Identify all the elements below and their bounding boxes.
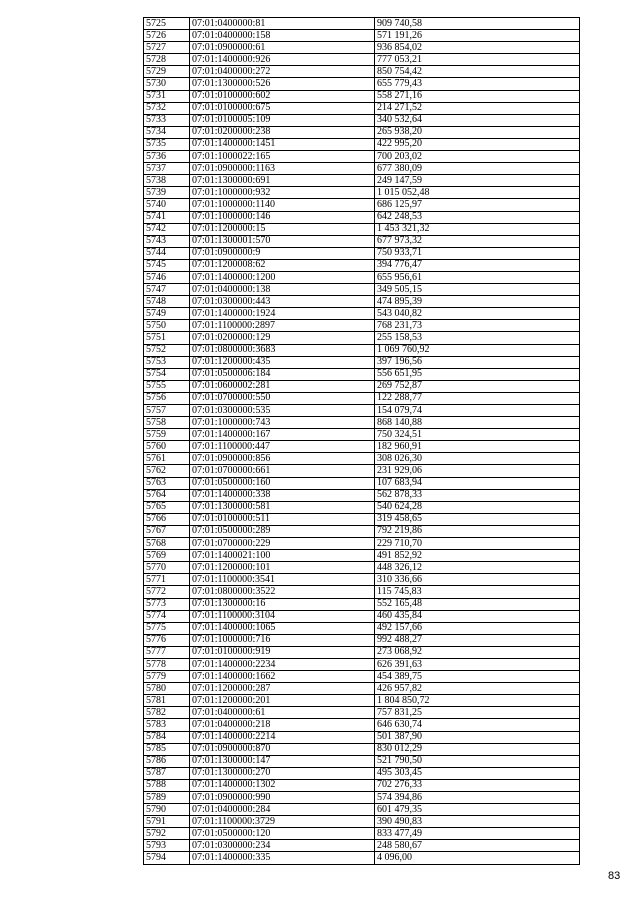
cadastral-value-cell: 107 683,94 xyxy=(375,477,580,489)
row-number-cell: 5776 xyxy=(144,634,190,646)
table-row xyxy=(144,18,580,30)
cadastral-value-cell: 154 079,74 xyxy=(375,405,580,417)
table-row xyxy=(144,586,580,598)
row-number-cell: 5768 xyxy=(144,538,190,550)
cadastral-value-cell: 426 957,82 xyxy=(375,683,580,695)
row-number-cell: 5765 xyxy=(144,501,190,513)
cadastral-value-cell: 574 394,86 xyxy=(375,792,580,804)
cadastral-value-cell: 492 157,66 xyxy=(375,622,580,634)
row-number-cell: 5777 xyxy=(144,646,190,658)
cadastral-number-cell: 07:01:0900000:856 xyxy=(190,453,375,465)
cadastral-value-cell: 248 580,67 xyxy=(375,840,580,852)
row-number-cell: 5785 xyxy=(144,743,190,755)
table-row xyxy=(144,804,580,816)
table-row xyxy=(144,743,580,755)
table-row xyxy=(144,284,580,296)
cadastral-number-cell: 07:01:1300000:16 xyxy=(190,598,375,610)
table-row xyxy=(144,126,580,138)
cadastral-value-cell: 757 831,25 xyxy=(375,707,580,719)
cadastral-value-cell: 992 488,27 xyxy=(375,634,580,646)
row-number-cell: 5748 xyxy=(144,296,190,308)
row-number-cell: 5766 xyxy=(144,513,190,525)
cadastral-number-cell: 07:01:0400000:218 xyxy=(190,719,375,731)
cadastral-number-cell: 07:01:1300000:270 xyxy=(190,767,375,779)
table-row xyxy=(144,779,580,791)
cadastral-value-cell: 269 752,87 xyxy=(375,380,580,392)
table-row xyxy=(144,634,580,646)
row-number-cell: 5728 xyxy=(144,54,190,66)
cadastral-number-cell: 07:01:0400000:284 xyxy=(190,804,375,816)
cadastral-number-cell: 07:01:1200000:287 xyxy=(190,683,375,695)
cadastral-value-cell: 626 391,63 xyxy=(375,658,580,670)
cadastral-number-cell: 07:01:0900000:9 xyxy=(190,247,375,259)
cadastral-number-cell: 07:01:1000000:743 xyxy=(190,417,375,429)
cadastral-value-cell: 501 387,90 xyxy=(375,731,580,743)
cadastral-value-cell: 909 740,58 xyxy=(375,18,580,30)
cadastral-value-cell: 122 288,77 xyxy=(375,392,580,404)
cadastral-number-cell: 07:01:1400000:1451 xyxy=(190,138,375,150)
cadastral-value-cell: 556 651,95 xyxy=(375,368,580,380)
table-row xyxy=(144,151,580,163)
cadastral-value-cell: 642 248,53 xyxy=(375,211,580,223)
cadastral-number-cell: 07:01:1400000:2214 xyxy=(190,731,375,743)
cadastral-number-cell: 07:01:0500000:120 xyxy=(190,828,375,840)
cadastral-value-cell: 677 380,09 xyxy=(375,163,580,175)
cadastral-value-cell: 448 326,12 xyxy=(375,562,580,574)
row-number-cell: 5757 xyxy=(144,405,190,417)
row-number-cell: 5784 xyxy=(144,731,190,743)
cadastral-value-cell: 1 804 850,72 xyxy=(375,695,580,707)
table-row xyxy=(144,199,580,211)
table-row xyxy=(144,175,580,187)
cadastral-number-cell: 07:01:0300000:443 xyxy=(190,296,375,308)
cadastral-value-cell: 474 895,39 xyxy=(375,296,580,308)
cadastral-number-cell: 07:01:1200008:62 xyxy=(190,259,375,271)
row-number-cell: 5779 xyxy=(144,671,190,683)
cadastral-value-cell: 308 026,30 xyxy=(375,453,580,465)
cadastral-number-cell: 07:01:1300000:147 xyxy=(190,755,375,767)
cadastral-number-cell: 07:01:1400000:2234 xyxy=(190,658,375,670)
cadastral-value-cell: 491 852,92 xyxy=(375,550,580,562)
cadastral-number-cell: 07:01:0200000:129 xyxy=(190,332,375,344)
row-number-cell: 5787 xyxy=(144,767,190,779)
row-number-cell: 5771 xyxy=(144,574,190,586)
cadastral-number-cell: 07:01:0100000:675 xyxy=(190,102,375,114)
table-row xyxy=(144,767,580,779)
table-row xyxy=(144,235,580,247)
cadastral-value-cell: 340 532,64 xyxy=(375,114,580,126)
table-row xyxy=(144,610,580,622)
table-row xyxy=(144,259,580,271)
cadastral-value-cell: 249 147,59 xyxy=(375,175,580,187)
table-row xyxy=(144,489,580,501)
cadastral-value-cell: 273 068,92 xyxy=(375,646,580,658)
row-number-cell: 5747 xyxy=(144,284,190,296)
table-row xyxy=(144,211,580,223)
cadastral-value-cell: 115 745,83 xyxy=(375,586,580,598)
table-row xyxy=(144,550,580,562)
table-row xyxy=(144,429,580,441)
row-number-cell: 5731 xyxy=(144,90,190,102)
table-row xyxy=(144,187,580,199)
cadastral-value-cell: 543 040,82 xyxy=(375,308,580,320)
cadastral-value-cell: 310 336,66 xyxy=(375,574,580,586)
page-number: 83 xyxy=(608,870,621,882)
cadastral-number-cell: 07:01:1400000:926 xyxy=(190,54,375,66)
table-row xyxy=(144,114,580,126)
cadastral-number-cell: 07:01:0900000:990 xyxy=(190,792,375,804)
cadastral-number-cell: 07:01:1200000:435 xyxy=(190,356,375,368)
table-row xyxy=(144,719,580,731)
cadastral-number-cell: 07:01:1400000:1924 xyxy=(190,308,375,320)
row-number-cell: 5773 xyxy=(144,598,190,610)
cadastral-number-cell: 07:01:0200000:238 xyxy=(190,126,375,138)
cadastral-number-cell: 07:01:0100000:919 xyxy=(190,646,375,658)
cadastral-value-cell: 214 271,52 xyxy=(375,102,580,114)
table-row xyxy=(144,695,580,707)
cadastral-number-cell: 07:01:0400000:81 xyxy=(190,18,375,30)
cadastral-number-cell: 07:01:1000000:1140 xyxy=(190,199,375,211)
table-row xyxy=(144,453,580,465)
table-row xyxy=(144,163,580,175)
row-number-cell: 5746 xyxy=(144,271,190,283)
row-number-cell: 5727 xyxy=(144,42,190,54)
table-row xyxy=(144,513,580,525)
cadastral-number-cell: 07:01:0800000:3522 xyxy=(190,586,375,598)
row-number-cell: 5793 xyxy=(144,840,190,852)
row-number-cell: 5725 xyxy=(144,18,190,30)
cadastral-value-table xyxy=(143,17,580,865)
table-row xyxy=(144,368,580,380)
table-row xyxy=(144,78,580,90)
cadastral-value-cell: 1 453 321,32 xyxy=(375,223,580,235)
row-number-cell: 5734 xyxy=(144,126,190,138)
cadastral-number-cell: 07:01:0700000:661 xyxy=(190,465,375,477)
cadastral-number-cell: 07:01:0400000:158 xyxy=(190,30,375,42)
cadastral-number-cell: 07:01:1400000:1662 xyxy=(190,671,375,683)
table-row xyxy=(144,344,580,356)
row-number-cell: 5751 xyxy=(144,332,190,344)
cadastral-number-cell: 07:01:0400000:272 xyxy=(190,66,375,78)
table-row xyxy=(144,405,580,417)
table-row xyxy=(144,816,580,828)
table-row xyxy=(144,392,580,404)
row-number-cell: 5729 xyxy=(144,66,190,78)
table-row xyxy=(144,30,580,42)
table-row xyxy=(144,598,580,610)
cadastral-value-cell: 601 479,35 xyxy=(375,804,580,816)
row-number-cell: 5790 xyxy=(144,804,190,816)
cadastral-value-cell: 521 790,50 xyxy=(375,755,580,767)
cadastral-value-cell: 750 324,51 xyxy=(375,429,580,441)
table-row xyxy=(144,477,580,489)
cadastral-number-cell: 07:01:1300001:570 xyxy=(190,235,375,247)
table-row xyxy=(144,66,580,78)
cadastral-number-cell: 07:01:0900000:1163 xyxy=(190,163,375,175)
table-row xyxy=(144,731,580,743)
cadastral-number-cell: 07:01:0500000:160 xyxy=(190,477,375,489)
cadastral-value-cell: 562 878,33 xyxy=(375,489,580,501)
cadastral-value-cell: 454 389,75 xyxy=(375,671,580,683)
cadastral-value-cell: 349 505,15 xyxy=(375,284,580,296)
table-row xyxy=(144,574,580,586)
cadastral-value-cell: 1 069 760,92 xyxy=(375,344,580,356)
table-row xyxy=(144,90,580,102)
cadastral-number-cell: 07:01:1200000:101 xyxy=(190,562,375,574)
row-number-cell: 5772 xyxy=(144,586,190,598)
row-number-cell: 5788 xyxy=(144,779,190,791)
table-row xyxy=(144,683,580,695)
cadastral-number-cell: 07:01:0400000:138 xyxy=(190,284,375,296)
cadastral-value-cell: 750 933,71 xyxy=(375,247,580,259)
table-row xyxy=(144,138,580,150)
row-number-cell: 5780 xyxy=(144,683,190,695)
cadastral-number-cell: 07:01:1300000:691 xyxy=(190,175,375,187)
table-row xyxy=(144,646,580,658)
table-row xyxy=(144,356,580,368)
row-number-cell: 5735 xyxy=(144,138,190,150)
cadastral-number-cell: 07:01:1200000:201 xyxy=(190,695,375,707)
cadastral-value-cell: 558 271,16 xyxy=(375,90,580,102)
cadastral-value-cell: 182 960,91 xyxy=(375,441,580,453)
row-number-cell: 5730 xyxy=(144,78,190,90)
row-number-cell: 5763 xyxy=(144,477,190,489)
row-number-cell: 5742 xyxy=(144,223,190,235)
table-row xyxy=(144,755,580,767)
table-row xyxy=(144,223,580,235)
row-number-cell: 5762 xyxy=(144,465,190,477)
row-number-cell: 5754 xyxy=(144,368,190,380)
row-number-cell: 5782 xyxy=(144,707,190,719)
row-number-cell: 5740 xyxy=(144,199,190,211)
cadastral-value-cell: 830 012,29 xyxy=(375,743,580,755)
table-row xyxy=(144,828,580,840)
row-number-cell: 5761 xyxy=(144,453,190,465)
row-number-cell: 5745 xyxy=(144,259,190,271)
cadastral-number-cell: 07:01:1400000:1302 xyxy=(190,779,375,791)
cadastral-number-cell: 07:01:0500006:184 xyxy=(190,368,375,380)
table-row xyxy=(144,671,580,683)
cadastral-value-cell: 936 854,02 xyxy=(375,42,580,54)
cadastral-number-cell: 07:01:0300000:234 xyxy=(190,840,375,852)
cadastral-value-cell: 792 219,86 xyxy=(375,525,580,537)
cadastral-value-cell: 319 458,65 xyxy=(375,513,580,525)
row-number-cell: 5744 xyxy=(144,247,190,259)
row-number-cell: 5753 xyxy=(144,356,190,368)
cadastral-value-cell: 655 779,43 xyxy=(375,78,580,90)
row-number-cell: 5756 xyxy=(144,392,190,404)
table-row xyxy=(144,658,580,670)
table-row xyxy=(144,538,580,550)
row-number-cell: 5794 xyxy=(144,852,190,864)
row-number-cell: 5770 xyxy=(144,562,190,574)
cadastral-number-cell: 07:01:0100000:602 xyxy=(190,90,375,102)
row-number-cell: 5792 xyxy=(144,828,190,840)
table-row xyxy=(144,271,580,283)
table-row xyxy=(144,417,580,429)
row-number-cell: 5726 xyxy=(144,30,190,42)
row-number-cell: 5732 xyxy=(144,102,190,114)
cadastral-number-cell: 07:01:1100000:447 xyxy=(190,441,375,453)
row-number-cell: 5758 xyxy=(144,417,190,429)
cadastral-number-cell: 07:01:1400000:338 xyxy=(190,489,375,501)
table-row xyxy=(144,441,580,453)
cadastral-value-cell: 255 158,53 xyxy=(375,332,580,344)
table-row xyxy=(144,562,580,574)
cadastral-value-cell: 4 096,00 xyxy=(375,852,580,864)
row-number-cell: 5764 xyxy=(144,489,190,501)
row-number-cell: 5778 xyxy=(144,658,190,670)
cadastral-value-cell: 231 929,06 xyxy=(375,465,580,477)
cadastral-value-cell: 686 125,97 xyxy=(375,199,580,211)
cadastral-number-cell: 07:01:1000000:716 xyxy=(190,634,375,646)
cadastral-value-cell: 655 956,61 xyxy=(375,271,580,283)
cadastral-number-cell: 07:01:1200000:15 xyxy=(190,223,375,235)
row-number-cell: 5775 xyxy=(144,622,190,634)
table-row xyxy=(144,42,580,54)
cadastral-number-cell: 07:01:0100000:511 xyxy=(190,513,375,525)
cadastral-number-cell: 07:01:0600002:281 xyxy=(190,380,375,392)
cadastral-number-cell: 07:01:1400000:335 xyxy=(190,852,375,864)
cadastral-value-cell: 833 477,49 xyxy=(375,828,580,840)
cadastral-value-cell: 540 624,28 xyxy=(375,501,580,513)
cadastral-number-cell: 07:01:0900000:870 xyxy=(190,743,375,755)
cadastral-value-cell: 646 630,74 xyxy=(375,719,580,731)
cadastral-value-cell: 700 203,02 xyxy=(375,151,580,163)
row-number-cell: 5791 xyxy=(144,816,190,828)
cadastral-value-cell: 390 490,83 xyxy=(375,816,580,828)
row-number-cell: 5786 xyxy=(144,755,190,767)
row-number-cell: 5755 xyxy=(144,380,190,392)
cadastral-value-cell: 1 015 052,48 xyxy=(375,187,580,199)
cadastral-value-cell: 571 191,26 xyxy=(375,30,580,42)
table-row xyxy=(144,501,580,513)
cadastral-value-cell: 422 995,20 xyxy=(375,138,580,150)
cadastral-value-cell: 265 938,20 xyxy=(375,126,580,138)
row-number-cell: 5736 xyxy=(144,151,190,163)
cadastral-number-cell: 07:01:1300000:526 xyxy=(190,78,375,90)
row-number-cell: 5738 xyxy=(144,175,190,187)
row-number-cell: 5739 xyxy=(144,187,190,199)
cadastral-value-cell: 229 710,70 xyxy=(375,538,580,550)
table-row xyxy=(144,840,580,852)
table-row xyxy=(144,525,580,537)
cadastral-value-cell: 394 776,47 xyxy=(375,259,580,271)
cadastral-value-cell: 702 276,33 xyxy=(375,779,580,791)
cadastral-value-cell: 552 165,48 xyxy=(375,598,580,610)
cadastral-number-cell: 07:01:1400000:167 xyxy=(190,429,375,441)
row-number-cell: 5737 xyxy=(144,163,190,175)
table-row xyxy=(144,54,580,66)
cadastral-number-cell: 07:01:1100000:3729 xyxy=(190,816,375,828)
cadastral-value-cell: 777 053,21 xyxy=(375,54,580,66)
cadastral-value-cell: 677 973,32 xyxy=(375,235,580,247)
table-row xyxy=(144,102,580,114)
cadastral-number-cell: 07:01:1000000:146 xyxy=(190,211,375,223)
cadastral-number-cell: 07:01:0700000:229 xyxy=(190,538,375,550)
table-row xyxy=(144,332,580,344)
table-row xyxy=(144,308,580,320)
cadastral-number-cell: 07:01:1400000:1065 xyxy=(190,622,375,634)
cadastral-number-cell: 07:01:0500000:289 xyxy=(190,525,375,537)
cadastral-value-cell: 495 303,45 xyxy=(375,767,580,779)
table-row xyxy=(144,380,580,392)
cadastral-number-cell: 07:01:0800000:3683 xyxy=(190,344,375,356)
cadastral-value-cell: 460 435,84 xyxy=(375,610,580,622)
table-row xyxy=(144,852,580,864)
row-number-cell: 5760 xyxy=(144,441,190,453)
cadastral-number-cell: 07:01:1400021:100 xyxy=(190,550,375,562)
cadastral-number-cell: 07:01:0100005:109 xyxy=(190,114,375,126)
row-number-cell: 5781 xyxy=(144,695,190,707)
cadastral-number-cell: 07:01:1100000:3104 xyxy=(190,610,375,622)
table-row xyxy=(144,320,580,332)
table-row xyxy=(144,792,580,804)
cadastral-number-cell: 07:01:0300000:535 xyxy=(190,405,375,417)
cadastral-number-cell: 07:01:0400000:61 xyxy=(190,707,375,719)
row-number-cell: 5789 xyxy=(144,792,190,804)
row-number-cell: 5750 xyxy=(144,320,190,332)
row-number-cell: 5769 xyxy=(144,550,190,562)
cadastral-number-cell: 07:01:0700000:550 xyxy=(190,392,375,404)
row-number-cell: 5743 xyxy=(144,235,190,247)
cadastral-value-cell: 397 196,56 xyxy=(375,356,580,368)
row-number-cell: 5733 xyxy=(144,114,190,126)
cadastral-value-cell: 768 231,73 xyxy=(375,320,580,332)
row-number-cell: 5752 xyxy=(144,344,190,356)
table-row xyxy=(144,622,580,634)
table-row xyxy=(144,247,580,259)
cadastral-number-cell: 07:01:1300000:581 xyxy=(190,501,375,513)
table-row xyxy=(144,296,580,308)
cadastral-value-cell: 868 140,88 xyxy=(375,417,580,429)
row-number-cell: 5783 xyxy=(144,719,190,731)
table-row xyxy=(144,465,580,477)
cadastral-number-cell: 07:01:0900000:61 xyxy=(190,42,375,54)
row-number-cell: 5749 xyxy=(144,308,190,320)
cadastral-number-cell: 07:01:1400000:1200 xyxy=(190,271,375,283)
cadastral-value-cell: 850 754,42 xyxy=(375,66,580,78)
cadastral-number-cell: 07:01:1100000:2897 xyxy=(190,320,375,332)
row-number-cell: 5774 xyxy=(144,610,190,622)
cadastral-number-cell: 07:01:1000000:932 xyxy=(190,187,375,199)
table-row xyxy=(144,707,580,719)
cadastral-number-cell: 07:01:1000022:165 xyxy=(190,151,375,163)
row-number-cell: 5741 xyxy=(144,211,190,223)
cadastral-number-cell: 07:01:1100000:3541 xyxy=(190,574,375,586)
row-number-cell: 5759 xyxy=(144,429,190,441)
row-number-cell: 5767 xyxy=(144,525,190,537)
